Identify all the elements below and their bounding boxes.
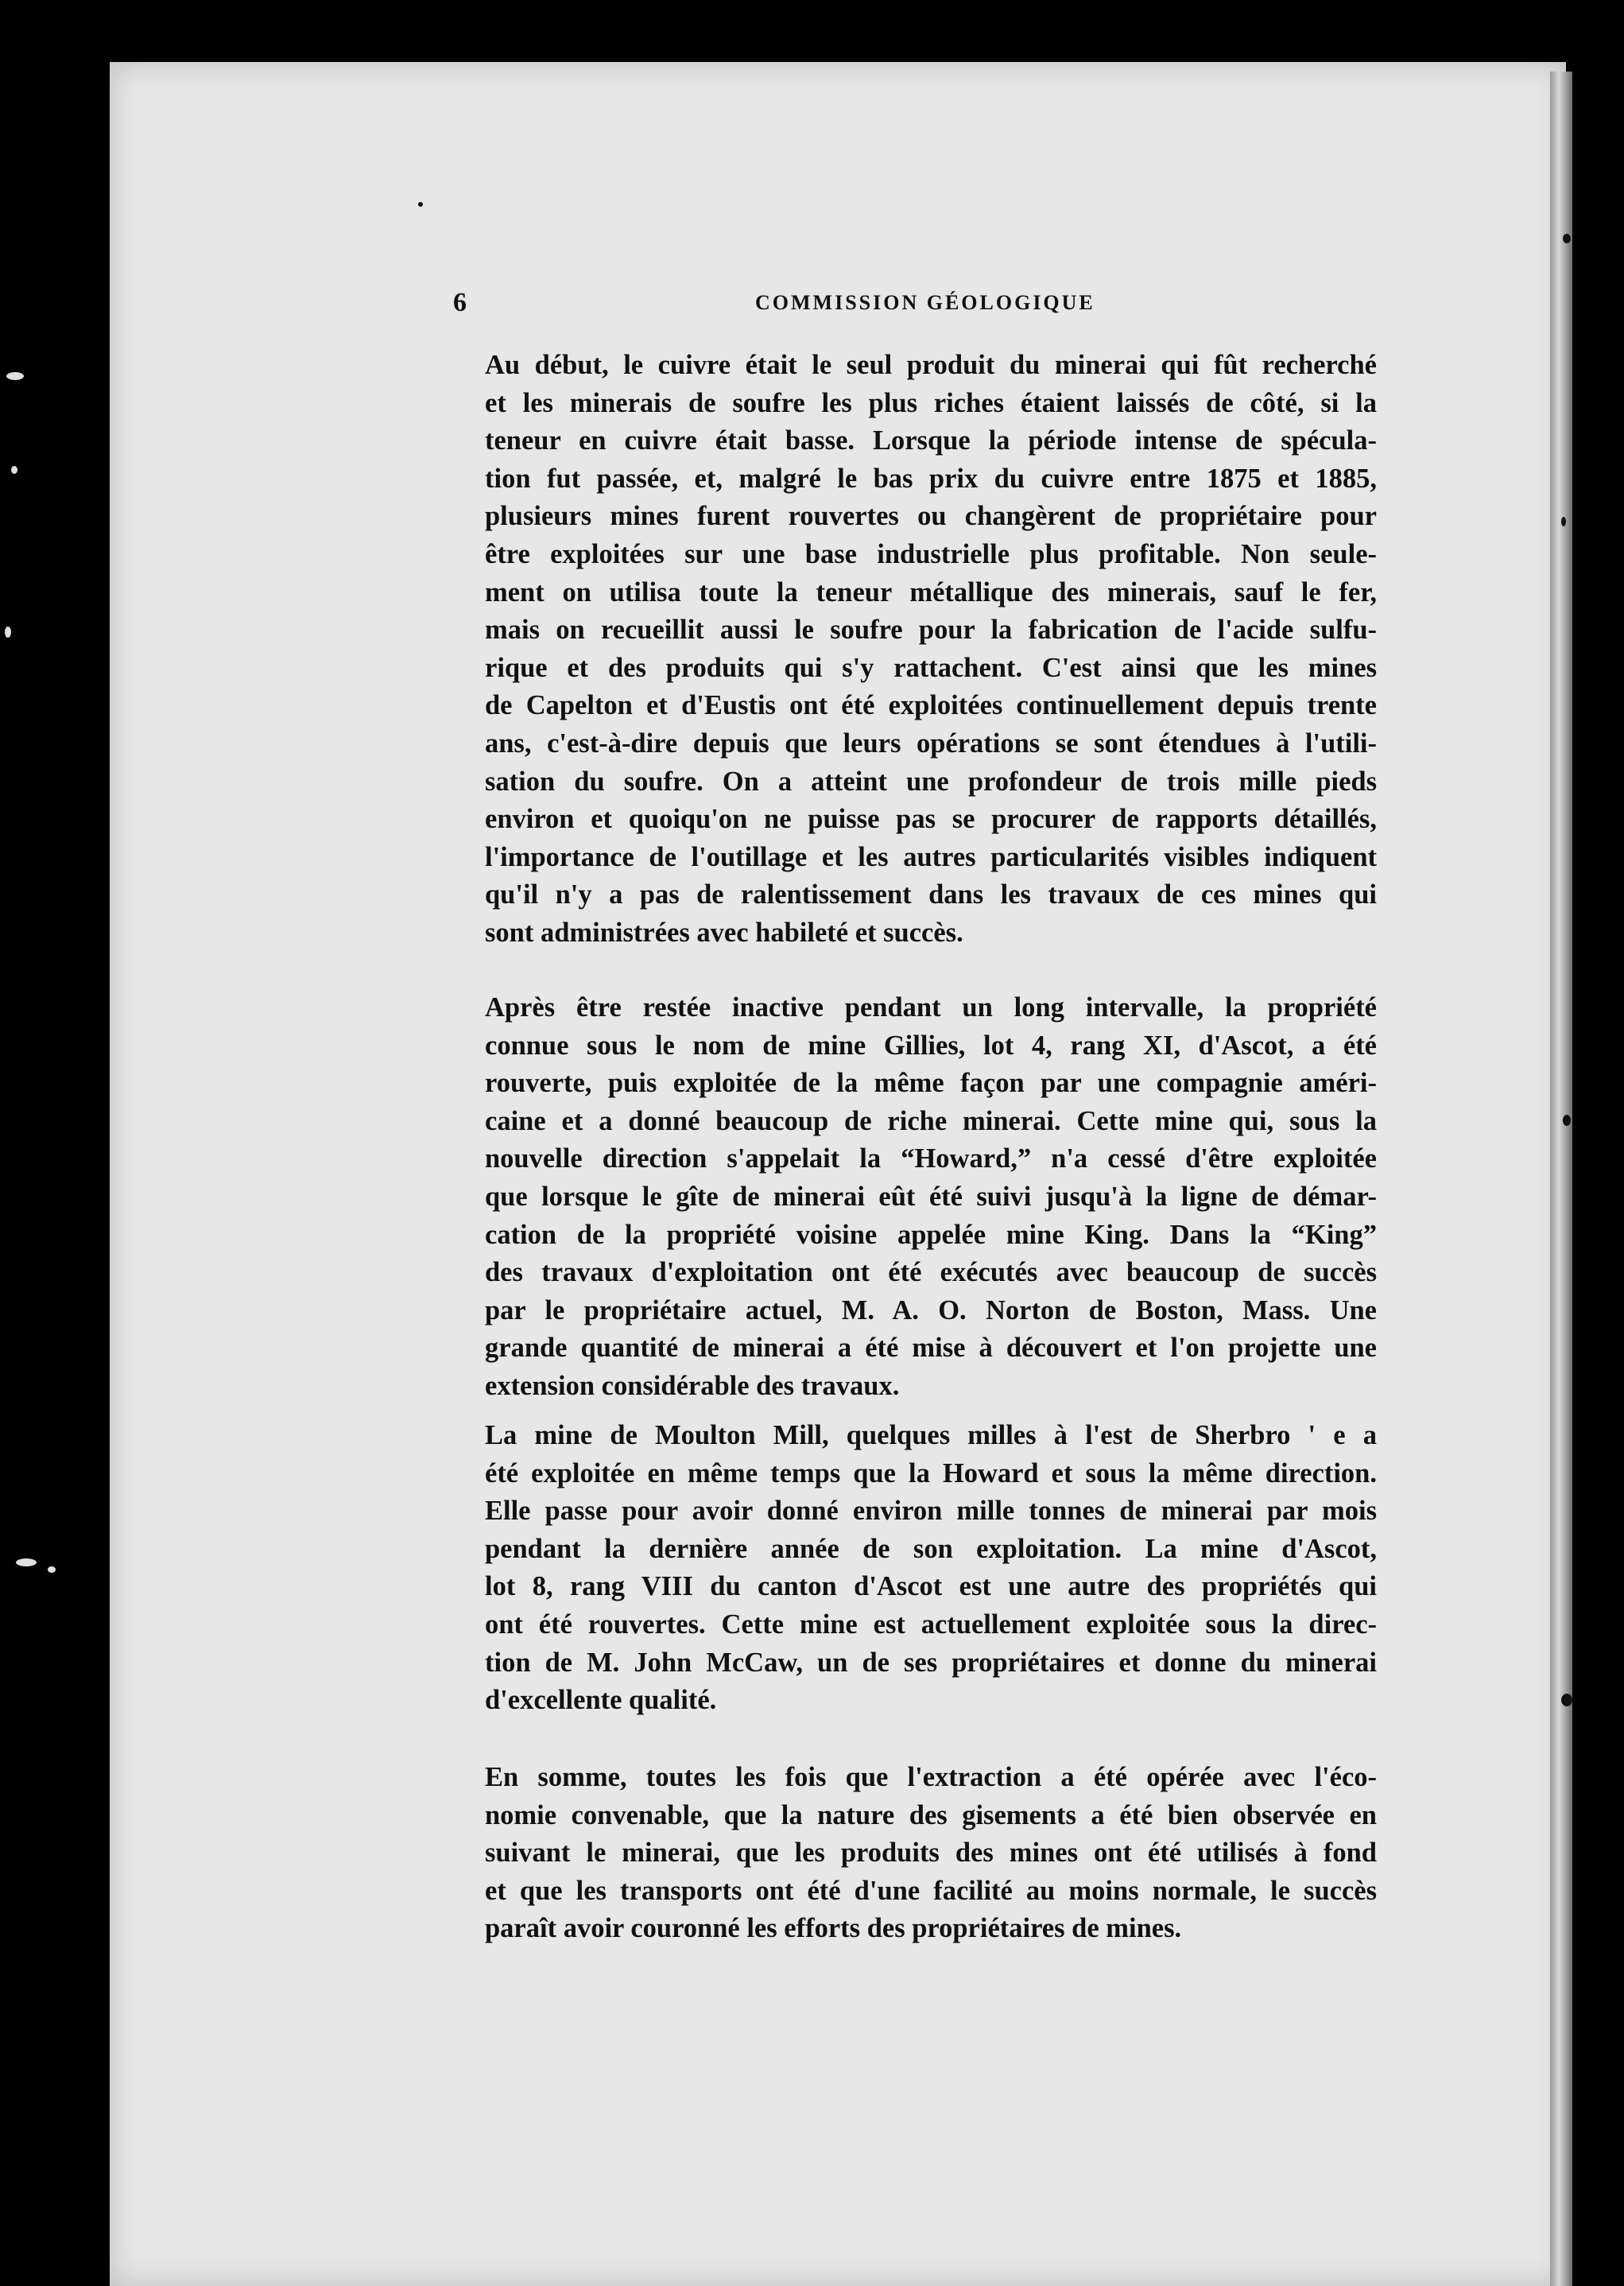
text-line: mais on recueillit aussi le soufre pour la fabrication de l'acide sulfu- <box>485 615 1377 646</box>
text-line: En somme, toutes les fois que l'extraction a été opérée avec l'éco- <box>485 1762 1377 1792</box>
text-line: Au début, le cuivre était le seul produit du minerai qui fût recherché <box>485 350 1377 380</box>
text-line: nouvelle direction s'appelait la “Howard,” n'a cessé d'être exploitée <box>485 1143 1377 1174</box>
text-line: tion fut passée, et, malgré le bas prix du cuivre entre 1875 et 1885, <box>485 463 1377 494</box>
text-line: cation de la propriété voisine appelée mine King. Dans la “King” <box>485 1219 1377 1250</box>
text-line: connue sous le nom de mine Gillies, lot 4, rang XI, d'Ascot, a été <box>485 1030 1377 1061</box>
text-line: suivant le minerai, que les produits des mines ont été utilisés à fond <box>485 1838 1377 1869</box>
text-line: l'importance de l'outillage et les autres particularités visibles indiquent <box>485 841 1377 872</box>
text-line: rouverte, puis exploitée de la même façon par une compagnie améri- <box>485 1068 1377 1099</box>
text-line: caine et a donné beaucoup de riche minerai. Cette mine qui, sous la <box>485 1105 1377 1136</box>
text-line: La mine de Moulton Mill, quelques milles à l'est de Sherbro ' e a <box>485 1420 1377 1450</box>
text-line: sont administrées avec habileté et succès. <box>485 917 963 948</box>
scan-speck <box>1563 234 1571 243</box>
text-line: des travaux d'exploitation ont été exécutés avec beaucoup de succès <box>485 1257 1377 1288</box>
scan-speck <box>1561 517 1566 526</box>
text-line: et que les transports ont été d'une facilité au moins normale, le succès <box>485 1875 1377 1906</box>
scan-speck <box>6 372 24 380</box>
scan-speck <box>418 202 423 207</box>
text-line: de Capelton et d'Eustis ont été exploitées continuellement depuis trente <box>485 690 1377 721</box>
text-line: teneur en cuivre était basse. Lorsque la période intense de spécula- <box>485 425 1377 456</box>
page-edge <box>1550 72 1572 2286</box>
scan-speck <box>16 1558 37 1566</box>
text-line: lot 8, rang VIII du canton d'Ascot est une autre des propriétés qui <box>485 1571 1377 1602</box>
paragraph <box>485 347 1377 953</box>
paragraph <box>485 989 1377 1406</box>
text-line: tion de M. John McCaw, un de ses propriétaires et donne du minerai <box>485 1647 1377 1678</box>
scan-speck <box>1563 1115 1571 1126</box>
text-line: et les minerais de soufre les plus riches étaient laissés de côté, si la <box>485 387 1377 418</box>
scan-speck <box>1561 1694 1572 1706</box>
text-line: par le propriétaire actuel, M. A. O. Norton de Boston, Mass. Une <box>485 1294 1377 1325</box>
scan-speck <box>48 1566 56 1573</box>
text-line: nomie convenable, que la nature des gisements a été bien observée en <box>485 1799 1377 1830</box>
text-line: sation du soufre. On a atteint une profondeur de trois mille pieds <box>485 766 1377 797</box>
text-line: été exploitée en même temps que la Howard et sous la même direction. <box>485 1457 1377 1488</box>
text-line: extension considérable des travaux. <box>485 1370 900 1401</box>
text-line: grande quantité de minerai a été mise à découvert et l'on projette une <box>485 1333 1377 1364</box>
text-line: plusieurs mines furent rouvertes ou changèrent de propriétaire pour <box>485 501 1377 532</box>
text-line: paraît avoir couronné les efforts des propriétaires de mines. <box>485 1913 1182 1944</box>
running-head: COMMISSION GÉOLOGIQUE <box>755 291 1095 314</box>
paragraph <box>485 1417 1377 1720</box>
scan-speck <box>5 627 11 638</box>
scan-speck <box>11 466 17 474</box>
page-header <box>453 288 1415 320</box>
text-line: rique et des produits qui s'y rattachent. C'est ainsi que les mines <box>485 652 1377 683</box>
text-line: Elle passe pour avoir donné environ mille tonnes de minerai par mois <box>485 1496 1377 1527</box>
page-number: 6 <box>453 288 467 317</box>
text-line: ont été rouvertes. Cette mine est actuellement exploitée sous la direc- <box>485 1609 1377 1640</box>
text-line: ment on utilisa toute la teneur métallique des minerais, sauf le fer, <box>485 576 1377 607</box>
text-line: pendant la dernière année de son exploitation. La mine d'Ascot, <box>485 1533 1377 1564</box>
text-line: que lorsque le gîte de minerai eût été suivi jusqu'à la ligne de démar- <box>485 1181 1377 1212</box>
text-line: d'excellente qualité. <box>485 1685 717 1716</box>
text-line: environ et quoiqu'on ne puisse pas se procurer de rapports détaillés, <box>485 804 1377 835</box>
text-line: qu'il n'y a pas de ralentissement dans les travaux de ces mines qui <box>485 879 1377 910</box>
text-line: être exploitées sur une base industrielle plus profitable. Non seule- <box>485 538 1377 569</box>
text-line: ans, c'est-à-dire depuis que leurs opérations se sont étendues à l'utili- <box>485 728 1377 759</box>
text-line: Après être restée inactive pendant un long intervalle, la propriété <box>485 992 1377 1023</box>
paragraph <box>485 1759 1377 1948</box>
